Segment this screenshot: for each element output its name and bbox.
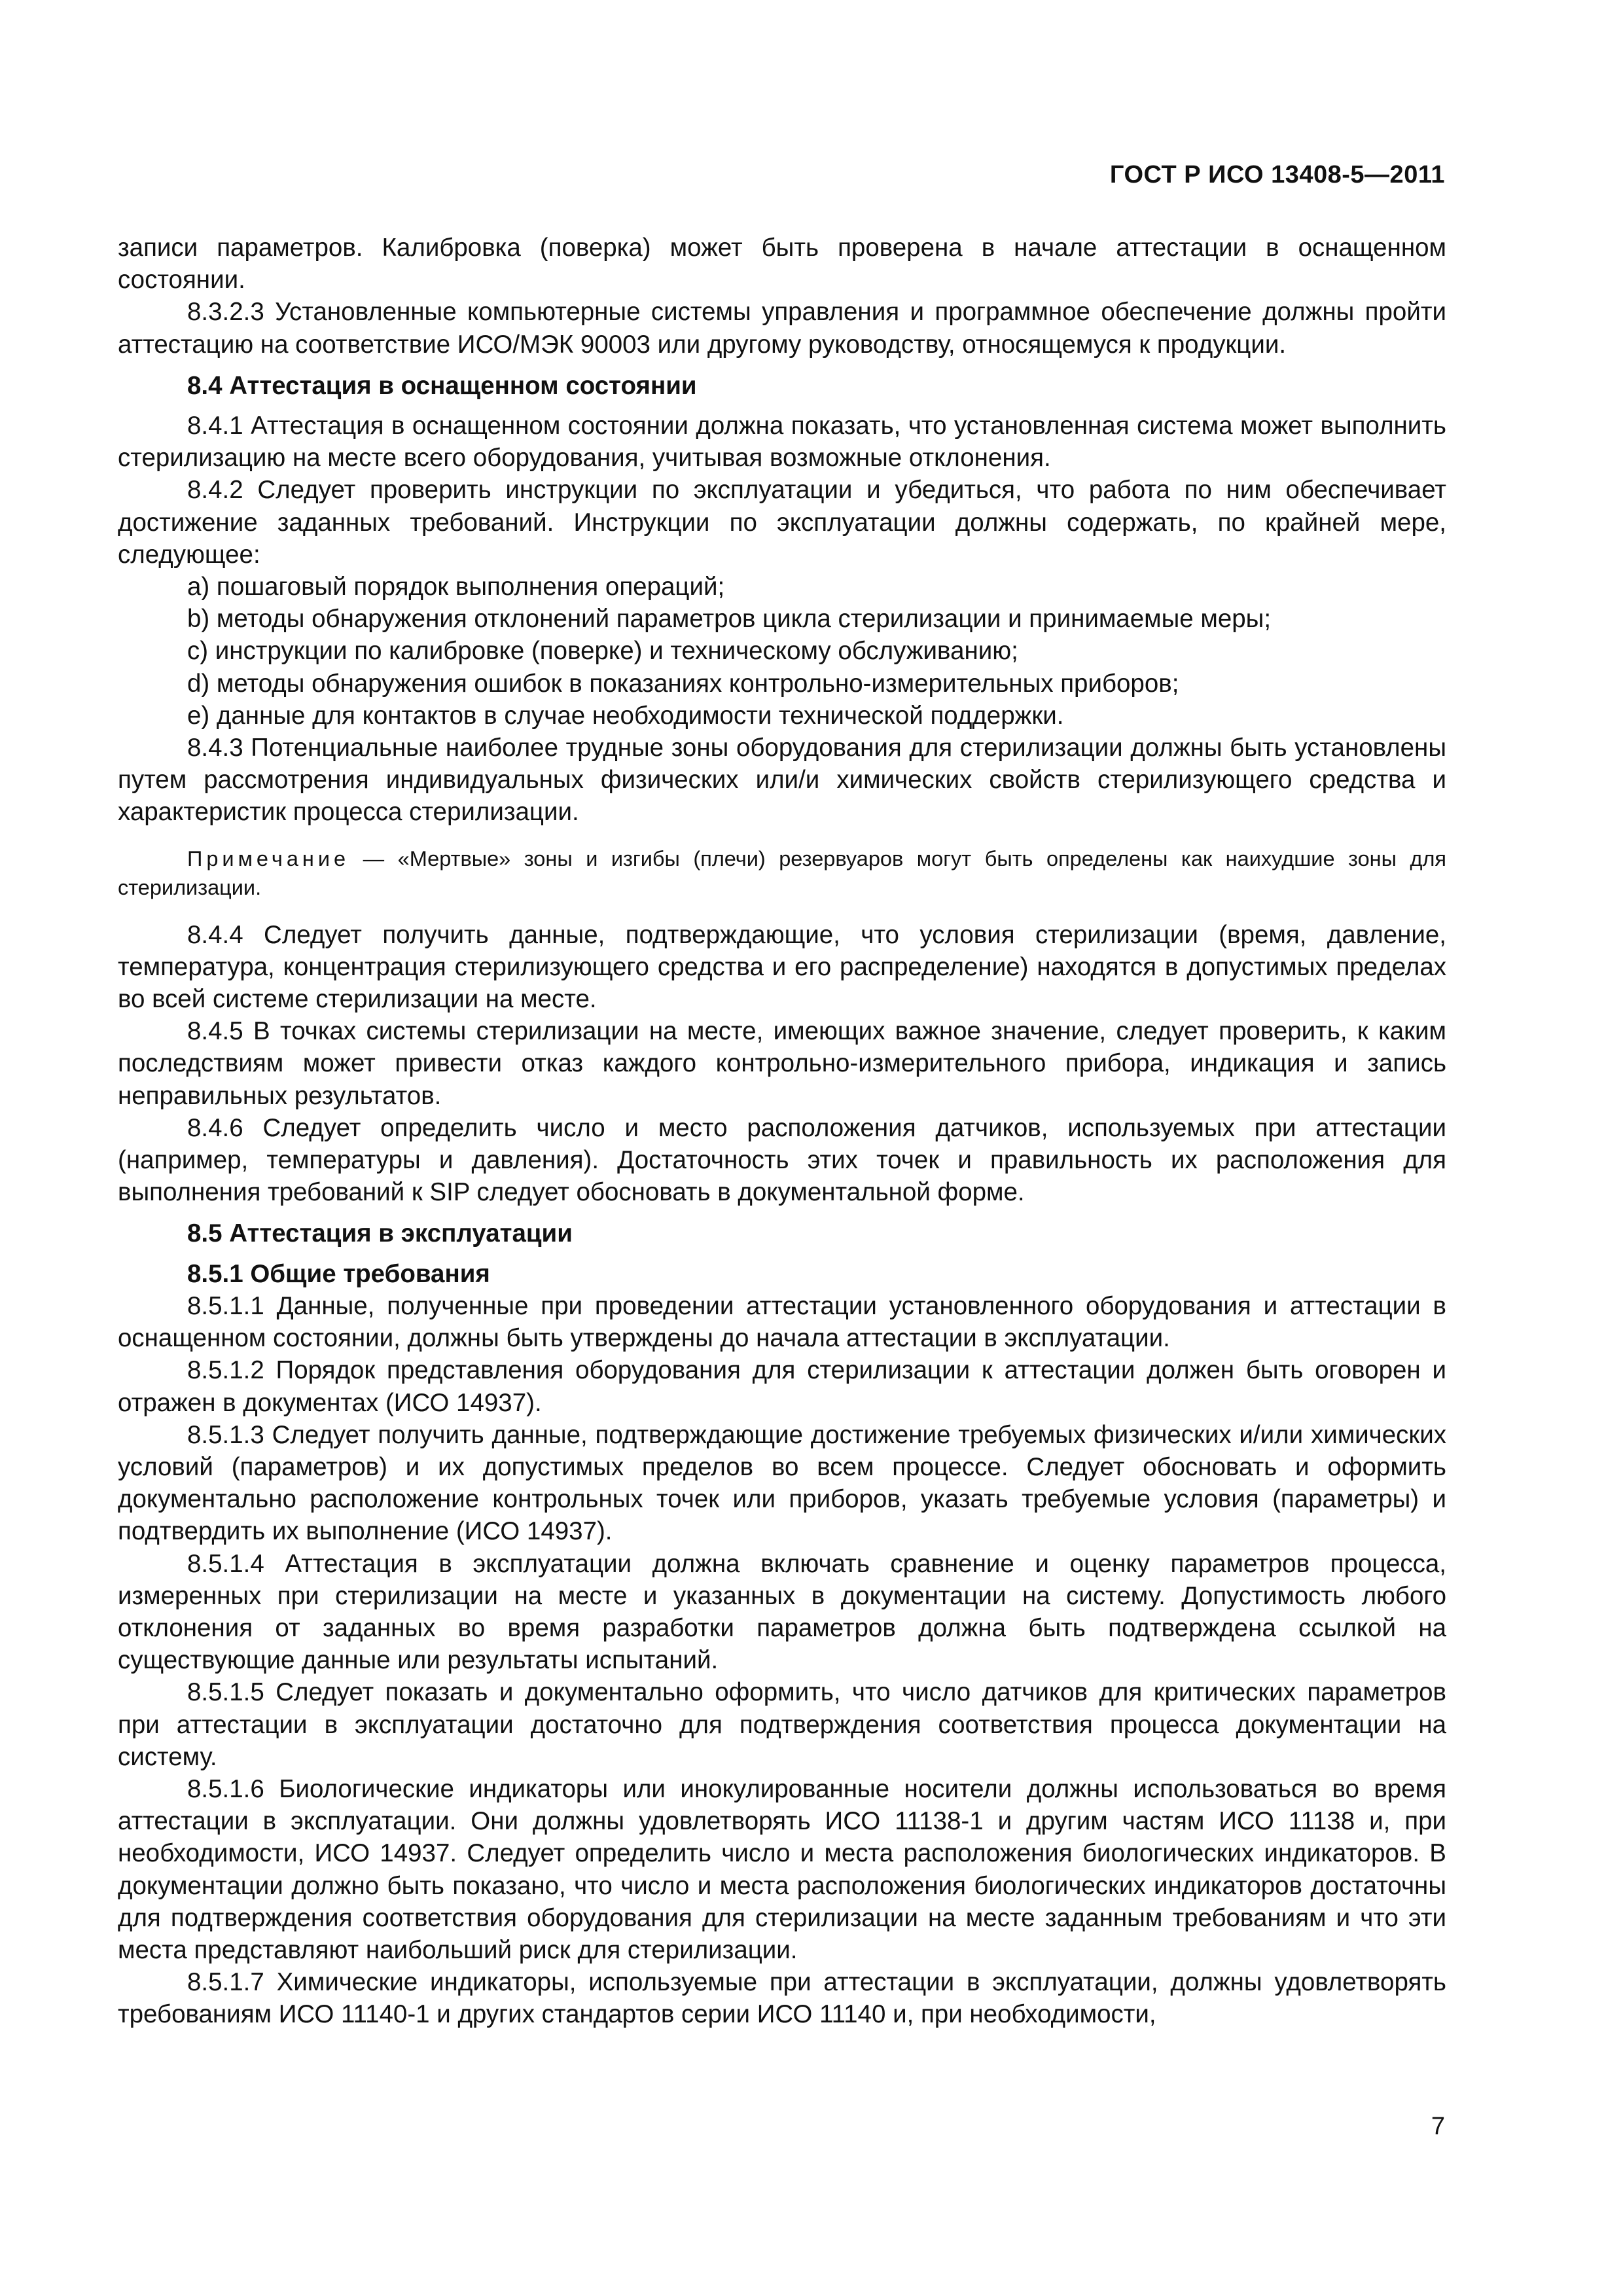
section-heading-8-5: 8.5 Аттестация в эксплуатации [187, 1219, 573, 1248]
paragraph-8-4-4: 8.4.4 Следует получить данные, подтверждающие, что условия стерилизации (время, давление, температура, концентрация стерилизующего средства и его распределение) находятся в допустимых пределах во всей системе стерилизации на месте. [118, 920, 1446, 1014]
paragraph-8-4-1: 8.4.1 Аттестация в оснащенном состоянии должна показать, что установленная система может выполнить стерилизацию на месте всего оборудования, учитывая возможные отклонения. [118, 412, 1446, 473]
paragraph-8-4-6: 8.4.6 Следует определить число и место расположения датчиков, используемых при аттестации (например, температуры и давления). Достаточность этих точек и правильность их расположения для выполнения требований к SIP следует обосновать в документальной форме. [118, 1113, 1446, 1207]
paragraph-continuation: записи параметров. Калибровка (поверка) может быть проверена в начале аттестации в оснащенном состоянии. [118, 234, 1446, 295]
paragraph-8-5-1-6: 8.5.1.6 Биологические индикаторы или инокулированные носители должны использоваться во время аттестации в эксплуатации. Они должны удовлетворять ИСО 11138-1 и другим частям ИСО 11138 и, при необходимости, ИСО 14937. Следует определить число и места расположения биологических индикаторов. В документации должно быть показано, что число и места расположения биологических индикаторов достаточны для подтверждения соответствия оборудования для стерилизации на месте заданным требованиям и что эти места представляют наибольший риск для стерилизации. [118, 1774, 1446, 1964]
list-item-c: c) инструкции по калибровке (поверке) и техническому обслуживанию; [187, 637, 1018, 666]
paragraph-8-5-1-4: 8.5.1.4 Аттестация в эксплуатации должна включать сравнение и оценку параметров процесса, измеренных при стерилизации на месте и указанных в документации на систему. Допустимость любого отклонения от заданных во время разработки параметров должна быть подтверждена ссылкой на существующие данные или результаты испытаний. [118, 1549, 1446, 1675]
paragraph-8-4-2: 8.4.2 Следует проверить инструкции по эксплуатации и убедиться, что работа по ним обеспечивает достижение заданных требований. Инструкции по эксплуатации должны содержать, по крайней мере, следующее: [118, 476, 1446, 569]
note-text: — «Мертвые» зоны и изгибы (плечи) резервуаров могут быть определены как наихудшие зоны для стерилизации. [118, 846, 1447, 899]
paragraph-8-5-1-5: 8.5.1.5 Следует показать и документально оформить, что число датчиков для критических параметров при аттестации в эксплуатации достаточно для подтверждения соответствия процесса документации на систему. [118, 1678, 1446, 1771]
note [118, 844, 1446, 902]
paragraph-8-5-1-7: 8.5.1.7 Химические индикаторы, используемые при аттестации в эксплуатации, должны удовлетворять требованиям ИСО 11140-1 и других стандартов серии ИСО 11140 и, при необходимости, [118, 1968, 1446, 2029]
list-item-d: d) методы обнаружения ошибок в показаниях контрольно-измерительных приборов; [187, 669, 1179, 698]
subsection-heading-8-5-1: 8.5.1 Общие требования [187, 1259, 490, 1288]
list-item-a: a) пошаговый порядок выполнения операций; [187, 573, 725, 601]
paragraph-8-4-5: 8.4.5 В точках системы стерилизации на месте, имеющих важное значение, следует проверить, к каким последствиям может привести отказ каждого контрольно-измерительного прибора, индикация и запись неправильных результатов. [118, 1017, 1446, 1110]
section-heading-8-4: 8.4 Аттестация в оснащенном состоянии [187, 371, 697, 400]
document-body [118, 232, 1446, 2031]
list-item-b: b) методы обнаружения отклонений параметров цикла стерилизации и принимаемые меры; [187, 605, 1272, 634]
page-number: 7 [1431, 2113, 1445, 2140]
paragraph-8-5-1-3: 8.5.1.3 Следует получить данные, подтверждающие достижение требуемых физических и/или химических условий (параметров) и их допустимых пределов во всем процессе. Следует обосновать и оформить документально расположение контрольных точек или приборов, указать требуемые условия (параметры) и подтвердить их выполнение (ИСО 14937). [118, 1420, 1446, 1546]
paragraph-8-3-2-3: 8.3.2.3 Установленные компьютерные системы управления и программное обеспечение должны пройти аттестацию на соответствие ИСО/МЭК 90003 или другому руководству, относящемуся к продукции. [118, 298, 1446, 359]
note-label: Примечание [187, 846, 350, 870]
list-item-e: e) данные для контактов в случае необходимости технической поддержки. [187, 701, 1064, 730]
paragraph-8-5-1-2: 8.5.1.2 Порядок представления оборудования для стерилизации к аттестации должен быть оговорен и отражен в документах (ИСО 14937). [118, 1356, 1446, 1417]
paragraph-8-4-3: 8.4.3 Потенциальные наиболее трудные зоны оборудования для стерилизации должны быть установлены путем рассмотрения индивидуальных физических или/и химических свойств стерилизующего средства и характеристик процесса стерилизации. [118, 734, 1446, 827]
document-code-header: ГОСТ Р ИСО 13408-5—2011 [1109, 161, 1445, 188]
paragraph-8-5-1-1: 8.5.1.1 Данные, полученные при проведении аттестации установленного оборудования и аттестации в оснащенном состоянии, должны быть утверждены до начала аттестации в эксплуатации. [118, 1291, 1446, 1353]
